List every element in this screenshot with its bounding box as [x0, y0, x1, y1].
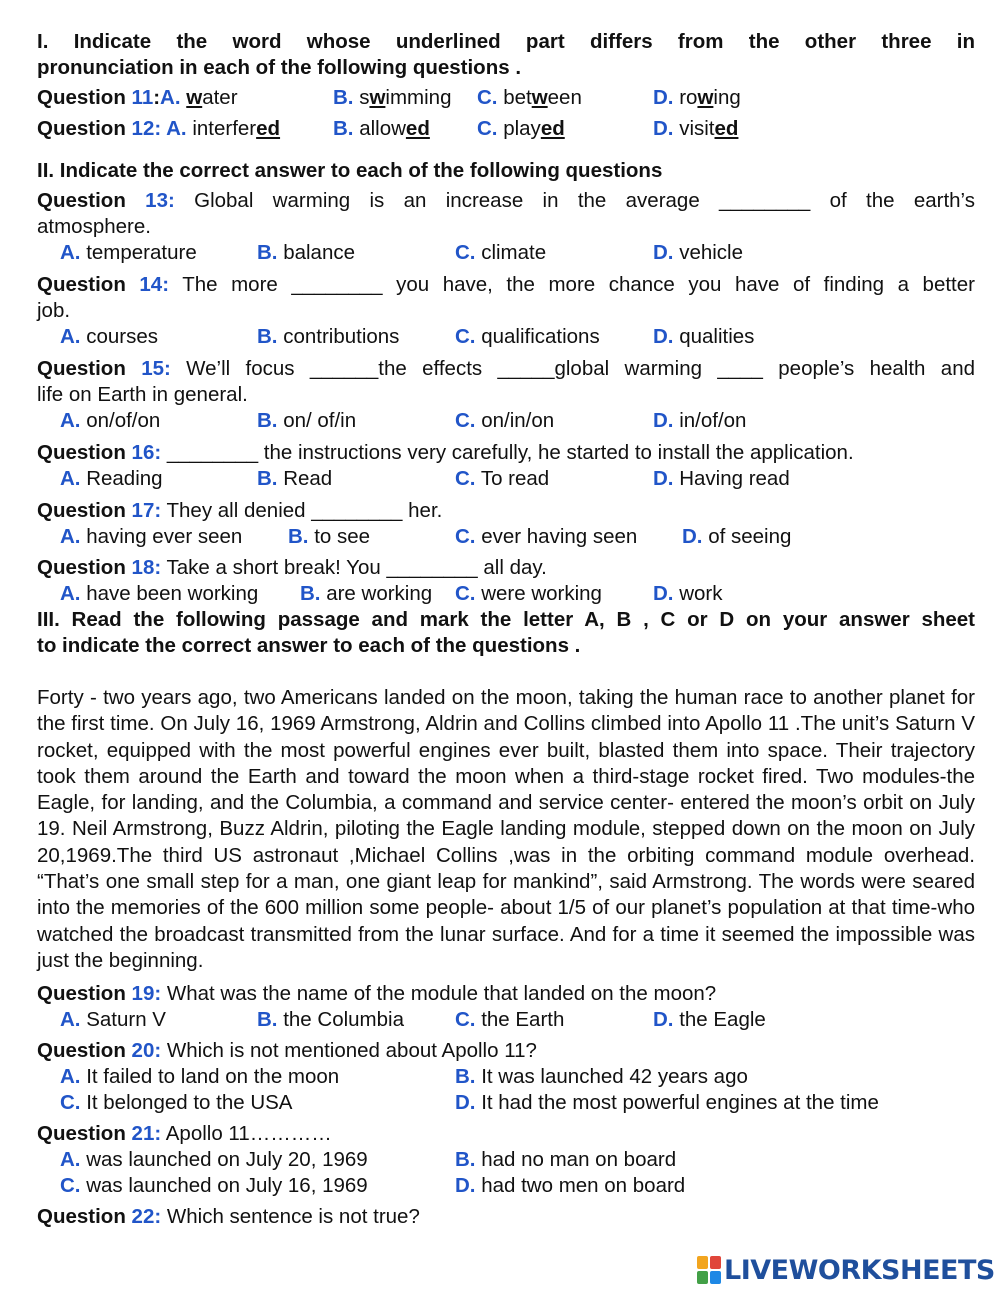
question-label: Question: [37, 117, 132, 140]
question-21-stem: Question 21: Apollo 11…………: [37, 1122, 332, 1146]
question-20-stem: Question 20: Which is not mentioned about Apollo 11?: [37, 1039, 537, 1063]
option-c[interactable]: C. were working: [455, 582, 602, 605]
option-c[interactable]: C. was launched on July 16, 1969: [60, 1174, 368, 1198]
question-number: 21:: [131, 1122, 162, 1146]
logo-icon: [697, 1256, 721, 1284]
question-19-stem: Question 19: What was the name of the module that landed on the moon?: [37, 982, 717, 1006]
option-b[interactable]: B. Read: [257, 467, 333, 490]
option-d[interactable]: D. visited: [653, 117, 739, 140]
question-11: Question 11:A. water B. swimming C. between D. rowing: [37, 86, 741, 109]
section-1-heading-line-1: I. Indicate the word whose underlined part differs from the other three in: [37, 30, 975, 53]
option-d[interactable]: D. of seeing: [682, 525, 792, 548]
question-number: 17:: [131, 499, 162, 522]
reading-passage: Forty - two years ago, two Americans landed on the moon, taking the human race to another planet for the first time. On July 16, 1969 Armstrong, Aldrin and Collins climbed into Apollo 11 .The unit’s Saturn V rocket, equipped with the most powerful engines ever built, blasted them into space. Their trajectory took them around the Earth and toward the moon when a third-stage rocket fired. Two modules-the Eagle, for landing, and the Columbia, a command and service center- entered the moon’s orbit on July 19. Neil Armstrong, Buzz Aldrin, piloting the Eagle landing module, stepped down on the moon on July 20,1969.The third US astronaut ,Michael Collins ,was in the orbiting command module overhead. “That’s one small step for a man, one giant leap for mankind”, said Armstrong. The words were seared into the memories of the 600 million some people- about 1/5 of our planet’s population at that time-who watched the broadcast transmitted from the lunar surface. And for a time it seemed the impossible was just the beginning.: [37, 686, 975, 972]
question-12: Question 12: A. interfered B. allowed C. played D. visited: [37, 117, 739, 140]
question-number: 12:: [131, 117, 167, 140]
question-20-options-row-1: [37, 1064, 975, 1090]
option-b[interactable]: B. balance: [257, 241, 356, 264]
logo-square-4: [710, 1271, 721, 1284]
logo-text: LIVEWORKSHEETS: [724, 1254, 995, 1286]
question-number: 20:: [131, 1039, 162, 1063]
option-a[interactable]: A. courses: [60, 325, 158, 348]
option-a[interactable]: A. It failed to land on the moon: [60, 1065, 340, 1089]
question-17-options: [37, 524, 975, 550]
question-16-stem: Question 16: ________ the instructions very carefully, he started to install the application.: [37, 441, 854, 464]
option-a[interactable]: A. Saturn V: [60, 1008, 166, 1032]
option-c[interactable]: C. qualifications: [455, 325, 600, 348]
option-d[interactable]: D. work: [653, 582, 723, 605]
option-d[interactable]: D. had two men on board: [455, 1174, 686, 1198]
option-b[interactable]: B. swimming: [333, 86, 452, 109]
question-15-options: [37, 408, 975, 434]
option-d[interactable]: D. rowing: [653, 86, 741, 109]
logo-square-1: [697, 1256, 708, 1269]
logo-square-3: [697, 1271, 708, 1284]
option-c[interactable]: C. on/in/on: [455, 409, 555, 432]
question-14-stem: Question 14: The more ________ you have, the more chance you have of finding a better: [37, 273, 975, 296]
question-13-stem: Question 13: Global warming is an increase in the average ________ of the earth’s: [37, 189, 975, 212]
question-21-options-row-2: [37, 1173, 975, 1199]
option-a-letter: A.: [160, 86, 181, 109]
worksheet-page: I. Indicate the word whose underlined part differs from the other three in pronunciation in each of the following questions . Question 11:A. water B. swimming C. between D. rowing Question 12: A. interfered B. allowed C. played D. visited II. Indicate the correct answer to each of the following questions Question 13: Global warming is an increase in the average ________ of the earth’s atmosphere. A. temperature B. balance C. climate D. vehicle Question 14: The more ________ you have, the more chance you have of finding a better job. A. courses B. contributions C. qualifications D. qualities Question 15: We’ll focus ______the effects _____global warming ____ people’s health and life on Earth in general. A. on/of/on B. on/ of/in C. on/in/on D. in/of/on Question 16: ________ the instructions very carefully, he started to install the application. A. Reading B. Read C. To read D. Having read Question 17: They all denied ________ her. A. having ever seen B. to see C. ever having seen D. of seeing Question 18: Take a short break! You ________ all day. A. have been working B. are working C. were working D. work III. Read the following passage and mark the letter A, B , C or D on your answer sheet to indicate the correct answer to each of the questions . Forty - two years ago, two Americans landed on the moon, taking the human race to another planet for the first time. On July 16, 1969 Armstrong, Aldrin and Collins climbed into Apollo 11 .The unit’s Saturn V rocket, equipped with the most powerful engines ever built, blasted them into space. Their trajectory took them around the Earth and toward the moon when a third-stage rocket fired. Two modules-the Eagle, for landing, and the Columbia, a command and service center- entered the moon’s orbit on July 19. Neil Armstrong, Buzz Aldrin, piloting the Eagle landing module, stepped down on the moon on July 20,1969.The third US astronaut ,Michael Collins ,was in the orbiting command module overhead. “That’s one small step for a man, one giant leap for mankind”, said Armstrong. The words were seared into the memories of the 600 million some people- about 1/5 of our planet’s population at that time-who watched the broadcast transmitted from the lunar surface. And for a time it seemed the impossible was just the beginning. Question 19: What was the name of the module that landed on the moon? A. Saturn V B. the Columbia C. the Earth D. the Eagle Question 20: Which is not mentioned about Apollo 11? A. It failed to land on the moon B. It was launched 42 years ago C. It belonged to the USA D. It had the most powerful engines at the time Question 21: Apollo 11………… A. was launched on July 20, 1969 B. had no man on board C. was launched on July 16, 1969 D. had two men on board Question 22: Which sentence is not true?: [37, 30, 975, 1229]
underlined-part: ed: [256, 117, 281, 140]
question-number: 19:: [131, 982, 162, 1006]
question-number: 16:: [131, 441, 162, 464]
option-c[interactable]: C. the Earth: [455, 1008, 565, 1032]
question-19-options: [37, 1007, 975, 1033]
question-number: 18:: [131, 556, 162, 579]
option-d[interactable]: D. in/of/on: [653, 409, 747, 432]
section-3-heading-line-2: to indicate the correct answer to each of the questions .: [37, 634, 581, 657]
question-number: 13:: [145, 189, 175, 212]
option-a[interactable]: A. on/of/on: [60, 409, 161, 432]
option-d[interactable]: D. qualities: [653, 325, 755, 348]
question-14-options: [37, 324, 975, 350]
question-13-options: [37, 240, 975, 266]
question-number: 14:: [139, 273, 170, 296]
question-20-options-row-2: [37, 1090, 975, 1116]
underlined-part: w: [186, 86, 203, 109]
question-number: 11: [131, 86, 154, 109]
question-number: 15:: [141, 357, 171, 380]
option-b[interactable]: B. are working: [300, 582, 433, 605]
underlined-part: ed: [540, 117, 565, 140]
option-c[interactable]: C. It belonged to the USA: [60, 1091, 293, 1115]
option-a[interactable]: A. Reading: [60, 467, 163, 490]
option-b[interactable]: B. contributions: [257, 325, 400, 348]
underlined-part: ed: [714, 117, 739, 140]
option-b[interactable]: B. to see: [288, 525, 371, 548]
option-d[interactable]: D. vehicle: [653, 241, 744, 264]
section-2-heading: II. Indicate the correct answer to each of the following questions: [37, 159, 663, 182]
question-21-options-row-1: [37, 1147, 975, 1173]
option-d[interactable]: D. the Eagle: [653, 1008, 766, 1032]
question-16-options: [37, 466, 975, 492]
underlined-part: w: [697, 86, 714, 109]
option-d[interactable]: D. Having read: [653, 467, 790, 490]
question-18-options: [37, 581, 975, 607]
question-17-stem: Question 17: They all denied ________ her.: [37, 499, 443, 522]
option-b[interactable]: B. on/ of/in: [257, 409, 357, 432]
option-b[interactable]: B. allowed: [333, 117, 430, 140]
underlined-part: w: [531, 86, 548, 109]
liveworksheets-logo: [697, 1253, 995, 1287]
underlined-part: w: [369, 86, 386, 109]
option-c[interactable]: C. To read: [455, 467, 550, 490]
option-c[interactable]: C. between: [477, 86, 582, 109]
option-a[interactable]: A. having ever seen: [60, 525, 243, 548]
question-label: Question: [37, 86, 132, 109]
question-18-stem: Question 18: Take a short break! You ________ all day.: [37, 556, 547, 579]
question-15-stem: Question 15: We’ll focus ______the effects _____global warming ____ people’s health and: [37, 357, 975, 380]
option-c[interactable]: C. played: [477, 117, 565, 140]
option-b[interactable]: B. the Columbia: [257, 1008, 404, 1032]
section-3-heading-line-1: III. Read the following passage and mark the letter A, B , C or D on your answer sheet: [37, 608, 975, 631]
question-number: 22:: [131, 1205, 162, 1229]
option-b[interactable]: B. It was launched 42 years ago: [455, 1065, 748, 1089]
option-c[interactable]: C. climate: [455, 241, 547, 264]
option-a[interactable]: A. have been working: [60, 582, 259, 605]
option-a-letter: A.: [166, 117, 187, 140]
option-b[interactable]: B. had no man on board: [455, 1148, 677, 1172]
option-a[interactable]: A. temperature: [60, 241, 197, 264]
option-d[interactable]: D. It had the most powerful engines at the time: [455, 1091, 879, 1115]
option-c[interactable]: C. ever having seen: [455, 525, 638, 548]
logo-square-2: [710, 1256, 721, 1269]
question-22-stem: Question 22: Which sentence is not true?: [37, 1205, 420, 1229]
section-1-heading-line-2: pronunciation in each of the following questions .: [37, 56, 522, 79]
underlined-part: ed: [405, 117, 430, 140]
option-a[interactable]: A. was launched on July 20, 1969: [60, 1148, 368, 1172]
